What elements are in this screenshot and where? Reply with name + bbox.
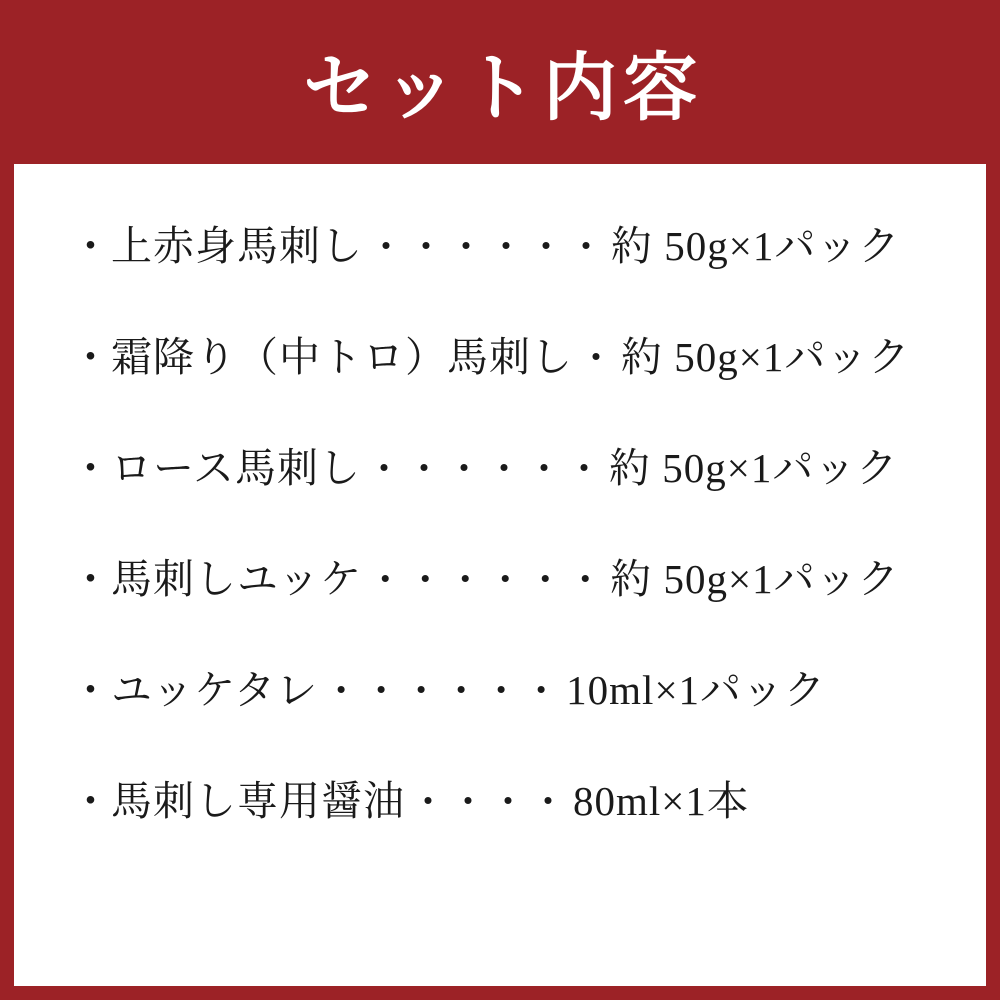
leader-dots: ・・・・・・	[367, 227, 608, 269]
leader-dots: ・・・・・・	[322, 671, 563, 713]
item-quantity: 10ml×1パック	[566, 667, 827, 713]
bullet-icon: ・	[70, 556, 111, 602]
bullet-icon: ・	[70, 778, 111, 824]
leader-dots: ・・・・・・	[366, 560, 607, 602]
bullet-icon: ・	[70, 223, 111, 269]
item-name: 馬刺し専用醤油	[111, 778, 405, 824]
bullet-icon: ・	[70, 667, 111, 713]
header-banner	[14, 14, 986, 164]
list-item	[70, 556, 986, 670]
item-name: 馬刺しユッケ	[111, 556, 363, 602]
leader-dots: ・・・・	[409, 782, 570, 824]
item-quantity: 約 50g×1パック	[608, 445, 899, 491]
list-item	[70, 778, 986, 892]
content-panel	[14, 164, 986, 986]
item-name: 霜降り（中トロ）馬刺し	[111, 334, 573, 380]
list-item	[70, 445, 986, 559]
page-title: セット内容	[303, 48, 703, 130]
set-contents-list	[14, 223, 986, 892]
list-item	[70, 667, 986, 781]
item-name: ユッケタレ	[111, 667, 319, 713]
list-item	[70, 223, 986, 337]
bullet-icon: ・	[70, 445, 111, 491]
leader-dots: ・	[577, 338, 618, 380]
item-quantity: 約 50g×1パック	[621, 334, 911, 380]
leader-dots: ・・・・・・	[364, 449, 605, 491]
bullet-icon: ・	[70, 334, 111, 380]
list-item	[70, 334, 986, 448]
item-name: ロース馬刺し	[111, 445, 361, 491]
item-quantity: 約 50g×1パック	[611, 223, 901, 269]
item-name: 上赤身馬刺し	[111, 223, 363, 269]
poster-inner	[14, 14, 986, 986]
item-quantity: 約 50g×1パック	[610, 556, 900, 602]
item-quantity: 80ml×1本	[573, 778, 749, 824]
